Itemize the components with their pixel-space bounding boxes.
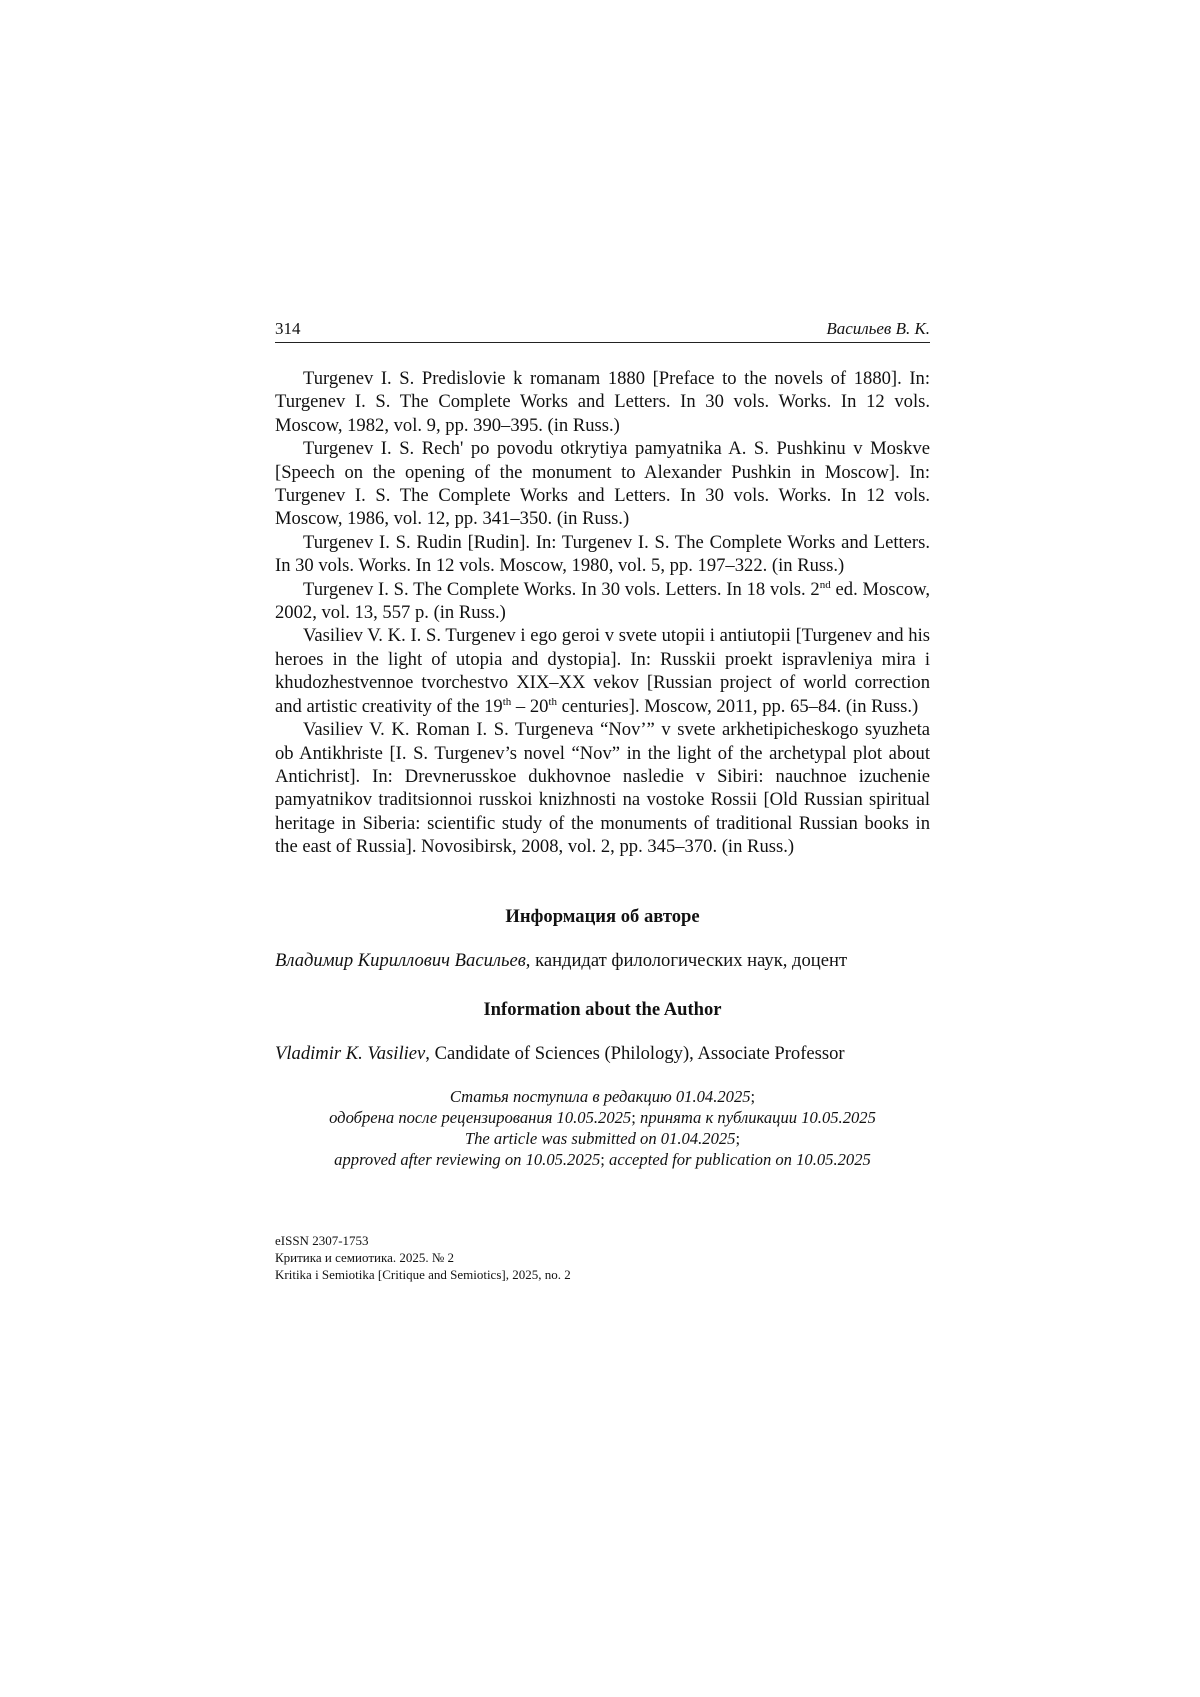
accepted-date-en: accepted for publication on 10.05.2025 [609,1150,871,1169]
author-name-ru: Владимир Кириллович Васильев [275,950,526,971]
reviewed-date-ru: одобрена после рецензирования 10.05.2025 [329,1108,631,1127]
reference-list [275,367,930,859]
reference-text: centuries]. Moscow, 2011, pp. 65–84. (in Russ.) [557,696,918,717]
journal-footer [275,1232,930,1283]
reference-item [275,624,930,718]
reference-item: Turgenev I. S. Rech' po povodu otkrytiya pamyatnika A. S. Pushkinu v Moskve [Speech on the opening of the monument to Alexander Pushkin in Moscow]. In: Turgenev I. S. The Complete Works and Letters. In 30 vols. Works. In 12 vols. Moscow, 1986, vol. 12, pp. 341–350. (in Russ.) [275,437,930,531]
reference-text: Vasiliev V. K. I. S. Turgenev i ego geroi v svete utopii i antiutopii [Turgenev and his heroes in the light of utopia and dystopia]. In: Russkii proekt ispravleniya mira i khudozhestvennoe tvorchestvo XIX–XX vekov [Russian project of world correction and artistic creativity of the 19 [275,625,930,716]
reviewed-date-en: approved after reviewing on 10.05.2025 [334,1150,600,1169]
author-name-en: Vladimir K. Vasiliev [275,1043,425,1064]
page-number: 314 [275,318,301,340]
journal-name-en: Kritika i Semiotika [Critique and Semiotics], 2025, no. 2 [275,1266,930,1283]
author-details-en: , Candidate of Sciences (Philology), Associate Professor [425,1043,844,1064]
superscript: th [503,696,512,708]
reference-item [275,578,930,625]
issn: eISSN 2307-1753 [275,1232,930,1249]
page-content [275,318,930,1283]
reference-item: Vasiliev V. K. Roman I. S. Turgeneva “Nov’” v svete arkhetipicheskogo syuzheta ob Antikhriste [I. S. Turgenev’s novel “Nov” in the light of the archetypal plot about Antichrist]. In: Drevnerusskoe dukhovnoe nasledie v Sibiri: nauchnoe izuchenie pamyatnikov traditsionnoi russkoi knizhnosti na vostoke Rossii [Old Russian spiritual heritage in Siberia: scientific study of the monuments of traditional Russian books in the east of Russia]. Novosibirsk, 2008, vol. 2, pp. 345–370. (in Russ.) [275,718,930,858]
author-info-ru [275,949,930,973]
reference-item: Turgenev I. S. Predislovie k romanam 1880 [Preface to the novels of 1880]. In: Turgenev I. S. The Complete Works and Letters. In 30 vols. Works. In 12 vols. Moscow, 1982, vol. 9, pp. 390–395. (in Russ.) [275,367,930,437]
dates-en-line2 [275,1149,930,1170]
reference-text: – 20 [511,696,548,717]
submitted-date-en: The article was submitted on 01.04.2025 [465,1129,736,1148]
journal-name-ru: Критика и семиотика. 2025. № 2 [275,1249,930,1266]
separator: ; [735,1129,740,1148]
separator: ; [631,1108,636,1127]
author-details-ru: , кандидат филологических наук, доцент [526,950,847,971]
reference-item: Turgenev I. S. Rudin [Rudin]. In: Turgenev I. S. The Complete Works and Letters. In 30 vols. Works. In 12 vols. Moscow, 1980, vol. 5, pp. 197–322. (in Russ.) [275,531,930,578]
superscript: nd [820,579,831,591]
running-author: Васильев В. К. [826,318,930,340]
author-info-en [275,1042,930,1066]
dates-ru-line2 [275,1107,930,1128]
dates-ru-line1 [275,1086,930,1107]
article-dates [275,1086,930,1170]
submitted-date-ru: Статья поступила в редакцию 01.04.2025 [450,1087,751,1106]
superscript: th [548,696,557,708]
reference-text: ed. Moscow, 2002, vol. 13, 557 p. (in Russ.) [275,579,930,623]
author-info-title-ru: Информация об авторе [275,905,930,929]
author-info-title-en: Information about the Author [275,998,930,1022]
accepted-date-ru: принята к публикации 10.05.2025 [640,1108,876,1127]
reference-text: Turgenev I. S. The Complete Works. In 30 vols. Letters. In 18 vols. 2 [303,579,820,600]
running-head [275,318,930,343]
separator: ; [600,1150,605,1169]
dates-en-line1 [275,1128,930,1149]
separator: ; [751,1087,756,1106]
